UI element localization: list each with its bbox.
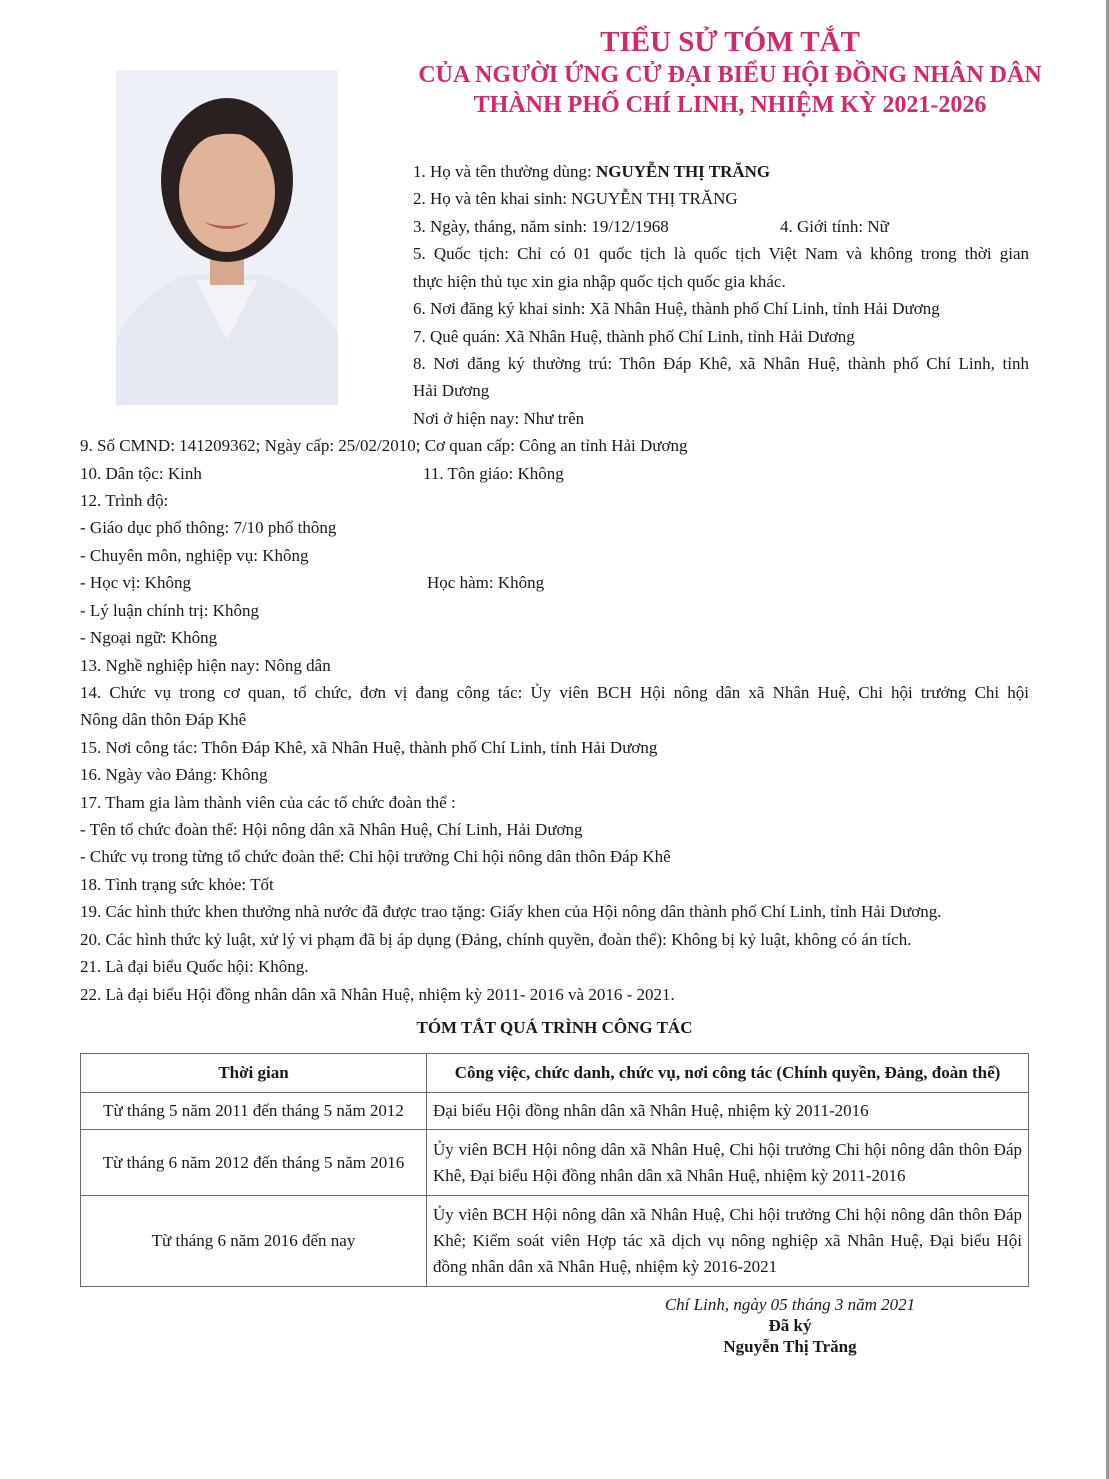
item-18: 18. Tình trạng sức khỏe: Tốt — [80, 875, 274, 894]
table-row — [81, 1130, 1029, 1196]
item-2: 2. Họ và tên khai sinh: NGUYỄN THỊ TRĂNG — [413, 189, 738, 208]
table-row — [81, 1196, 1029, 1287]
item-14-line-1: 14. Chức vụ trong cơ quan, tổ chức, đơn vị đang công tác: Ủy viên BCH Hội nông dân xã Nhân Huệ, Chi hội trưởng Chi hội — [80, 683, 1029, 702]
item-17-position: - Chức vụ trong từng tổ chức đoàn thể: Chi hội trưởng Chi hội nông dân thôn Đáp Khê — [80, 847, 671, 866]
item-12-degree: - Học vị: Không — [80, 573, 191, 592]
signer-name: Nguyễn Thị Trăng — [723, 1337, 857, 1356]
item-16: 16. Ngày vào Đảng: Không — [80, 765, 268, 784]
signature-status: Đã ký — [768, 1316, 812, 1335]
header-time: Thời gian — [81, 1054, 427, 1093]
signature-place-date: Chí Linh, ngày 05 tháng 3 năm 2021 — [664, 1295, 916, 1314]
item-15: 15. Nơi công tác: Thôn Đáp Khê, xã Nhân Huệ, thành phố Chí Linh, tỉnh Hải Dương — [80, 738, 658, 757]
item-22: 22. Là đại biểu Hội đồng nhân dân xã Nhân Huệ, nhiệm kỳ 2011- 2016 và 2016 - 2021. — [80, 985, 675, 1004]
item-12-academic-title: Học hàm: Không — [427, 573, 545, 592]
item-7: 7. Quê quán: Xã Nhân Huệ, thành phố Chí Linh, tỉnh Hải Dương — [413, 327, 855, 346]
full-name-value: NGUYỄN THỊ TRĂNG — [596, 162, 771, 181]
item-4: 4. Giới tính: Nữ — [780, 217, 889, 236]
item-6: 6. Nơi đăng ký khai sinh: Xã Nhân Huệ, thành phố Chí Linh, tỉnh Hải Dương — [413, 299, 940, 318]
row-job: Ủy viên BCH Hội nông dân xã Nhân Huệ, Chi hội trưởng Chi hội nông dân thôn Đáp Khê, Đại biểu Hội đồng nhân dân xã Nhân Huệ, nhiệm kỳ 2011-2016 — [427, 1130, 1029, 1196]
item-8-line-1: 8. Nơi đăng ký thường trú: Thôn Đáp Khê, xã Nhân Huệ, thành phố Chí Linh, tỉnh — [413, 354, 1029, 373]
item-17: 17. Tham gia làm thành viên của các tổ chức đoàn thể : — [80, 793, 456, 812]
table-header-row — [81, 1054, 1029, 1093]
item-5-line-1: 5. Quốc tịch: Chỉ có 01 quốc tịch là quốc tịch Việt Nam và không trong thời gian — [413, 244, 1029, 263]
item-12-profession: - Chuyên môn, nghiệp vụ: Không — [80, 546, 309, 565]
item-5-line-2: thực hiện thủ tục xin gia nhập quốc tịch quốc gia khác. — [413, 272, 786, 291]
row-job: Đại biểu Hội đồng nhân dân xã Nhân Huệ, nhiệm kỳ 2011-2016 — [427, 1093, 1029, 1130]
item-20: 20. Các hình thức kỷ luật, xử lý vi phạm đã bị áp dụng (Đảng, chính quyền, đoàn thể): Không bị kỷ luật, không có án tích. — [80, 930, 912, 949]
item-9: 9. Số CMND: 141209362; Ngày cấp: 25/02/2010; Cơ quan cấp: Công an tỉnh Hải Dương — [80, 436, 688, 455]
work-history-table — [80, 1053, 1029, 1287]
item-17-organization: - Tên tổ chức đoàn thể: Hội nông dân xã Nhân Huệ, Chí Linh, Hải Dương — [80, 820, 583, 839]
header-job: Công việc, chức danh, chức vụ, nơi công tác (Chính quyền, Đảng, đoàn thể) — [427, 1054, 1029, 1093]
candidate-photo — [116, 70, 338, 405]
item-13: 13. Nghề nghiệp hiện nay: Nông dân — [80, 656, 331, 675]
row-time: Từ tháng 6 năm 2012 đến tháng 5 năm 2016 — [81, 1130, 427, 1196]
item-1 — [413, 161, 770, 183]
work-history-title: TÓM TẮT QUÁ TRÌNH CÔNG TÁC — [416, 1018, 693, 1037]
item-11: 11. Tôn giáo: Không — [423, 464, 564, 483]
item-14-line-2: Nông dân thôn Đáp Khê — [80, 710, 247, 729]
item-3: 3. Ngày, tháng, năm sinh: 19/12/1968 — [413, 217, 669, 236]
item-21: 21. Là đại biểu Quốc hội: Không. — [80, 957, 309, 976]
page-subtitle-2: THÀNH PHỐ CHÍ LINH, NHIỆM KỲ 2021-2026 — [473, 92, 987, 118]
item-8-line-2: Hải Dương — [413, 381, 490, 400]
title-block — [360, 24, 1100, 120]
item-10: 10. Dân tộc: Kinh — [80, 464, 202, 483]
item-19: 19. Các hình thức khen thưởng nhà nước đã được trao tặng: Giấy khen của Hội nông dân thành phố Chí Linh, tỉnh Hải Dương. — [80, 902, 942, 921]
full-name-label: 1. Họ và tên thường dùng: — [413, 162, 592, 181]
item-12: 12. Trình độ: — [80, 491, 169, 510]
page-subtitle-1: CỦA NGƯỜI ỨNG CỬ ĐẠI BIỂU HỘI ĐỒNG NHÂN DÂN — [418, 62, 1042, 88]
row-time: Từ tháng 5 năm 2011 đến tháng 5 năm 2012 — [81, 1093, 427, 1130]
item-12-general-education: - Giáo dục phổ thông: 7/10 phổ thông — [80, 518, 337, 537]
item-12-political-theory: - Lý luận chính trị: Không — [80, 601, 259, 620]
page-title: TIỂU SỬ TÓM TẮT — [600, 26, 860, 58]
table-row — [81, 1093, 1029, 1130]
row-time: Từ tháng 6 năm 2016 đến nay — [81, 1196, 427, 1287]
item-12-foreign-language: - Ngoại ngữ: Không — [80, 628, 218, 647]
row-job: Ủy viên BCH Hội nông dân xã Nhân Huệ, Chi hội trưởng Chi hội nông dân thôn Đáp Khê; Kiểm soát viên Hợp tác xã dịch vụ nông nghiệp xã Nhân Huệ, Đại biểu Hội đồng nhân dân xã Nhân Huệ, nhiệm kỳ 2016-2021 — [427, 1196, 1029, 1287]
item-8-current-residence: Nơi ở hiện nay: Như trên — [413, 409, 585, 428]
